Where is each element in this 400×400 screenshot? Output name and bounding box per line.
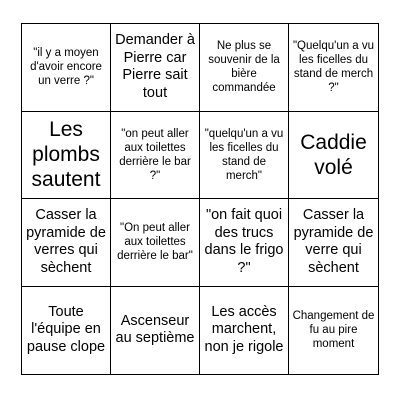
bingo-cell[interactable]: Ne plus se souvenir de la bière commandée	[200, 24, 289, 112]
bingo-cell[interactable]: Caddie volé	[289, 112, 378, 200]
bingo-cell[interactable]: Les accès marchent, non je rigole	[200, 287, 289, 375]
bingo-cell[interactable]: Ascenseur au septième	[111, 287, 200, 375]
bingo-cell[interactable]: "on fait quoi des trucs dans le frigo ?"	[200, 199, 289, 287]
bingo-cell[interactable]: Demander à Pierre car Pierre sait tout	[111, 24, 200, 112]
bingo-cell[interactable]: Les plombs sautent	[22, 112, 111, 200]
bingo-cell[interactable]: "quelqu'un a vu les ficelles du stand de merch"	[200, 112, 289, 200]
bingo-board	[21, 23, 379, 375]
bingo-cell[interactable]: "On peut aller aux toilettes derrière le bar"	[111, 199, 200, 287]
bingo-cell[interactable]: Toute l'équipe en pause clope	[22, 287, 111, 375]
bingo-cell[interactable]: "Quelqu'un a vu les ficelles du stand de merch ?"	[289, 24, 378, 112]
bingo-cell[interactable]: Casser la pyramide de verre qui sèchent	[289, 199, 378, 287]
bingo-cell[interactable]: Changement de fu au pire moment	[292, 310, 375, 351]
bingo-cell[interactable]: Casser la pyramide de verres qui sèchent	[22, 199, 111, 287]
bingo-cell[interactable]: "il y a moyen d'avoir encore un verre ?"	[22, 24, 111, 112]
bingo-cell[interactable]: "on peut aller aux toilettes derrière le bar ?"	[111, 112, 200, 200]
